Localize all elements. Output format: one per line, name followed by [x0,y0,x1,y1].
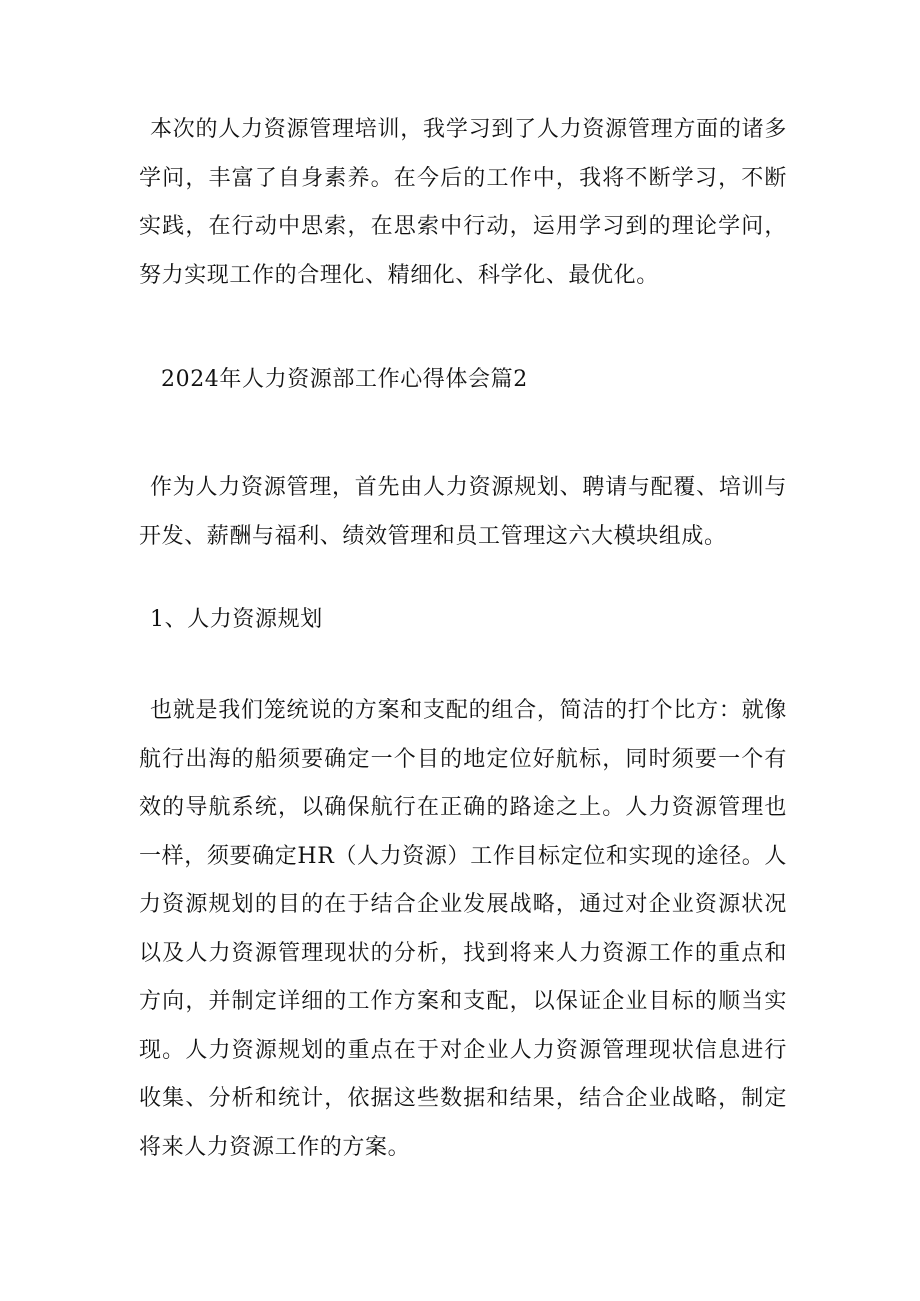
subheading-hr-planning: 1、人力资源规划 [150,607,323,632]
section-title: 2024年人力资源部工作心得体会篇2 [161,367,528,392]
paragraph-training-summary: 本次的人力资源管理培训，我学习到了人力资源管理方面的诸多学问，丰富了自身素养。在今后的工作中，我将不断学习，不断实践，在行动中思索，在思索中行动，运用学习到的理论学问，努力实现工作的合理化、精细化、科学化、最优化。 [139,117,787,288]
paragraph-hr-planning: 也就是我们笼统说的方案和支配的组合，简洁的打个比方：就像航行出海的船须要确定一个目的地定位好航标，同时须要一个有效的导航系统，以确保航行在正确的路途之上。人力资源管理也一样，须要确定HR（人力资源）工作目标定位和实现的途径。人力资源规划的目的在于结合企业发展战略，通过对企业资源状况以及人力资源管理现状的分析，找到将来人力资源工作的重点和方向，并制定详细的工作方案和支配，以保证企业目标的顺当实现。人力资源规划的重点在于对企业人力资源管理现状信息进行收集、分析和统计，依据这些数据和结果，结合企业战略，制定将来人力资源工作的方案。 [139,698,787,1160]
paragraph-hr-modules: 作为人力资源管理，首先由人力资源规划、聘请与配覆、培训与开发、薪酬与福利、绩效管理和员工管理这六大模块组成。 [139,475,787,549]
